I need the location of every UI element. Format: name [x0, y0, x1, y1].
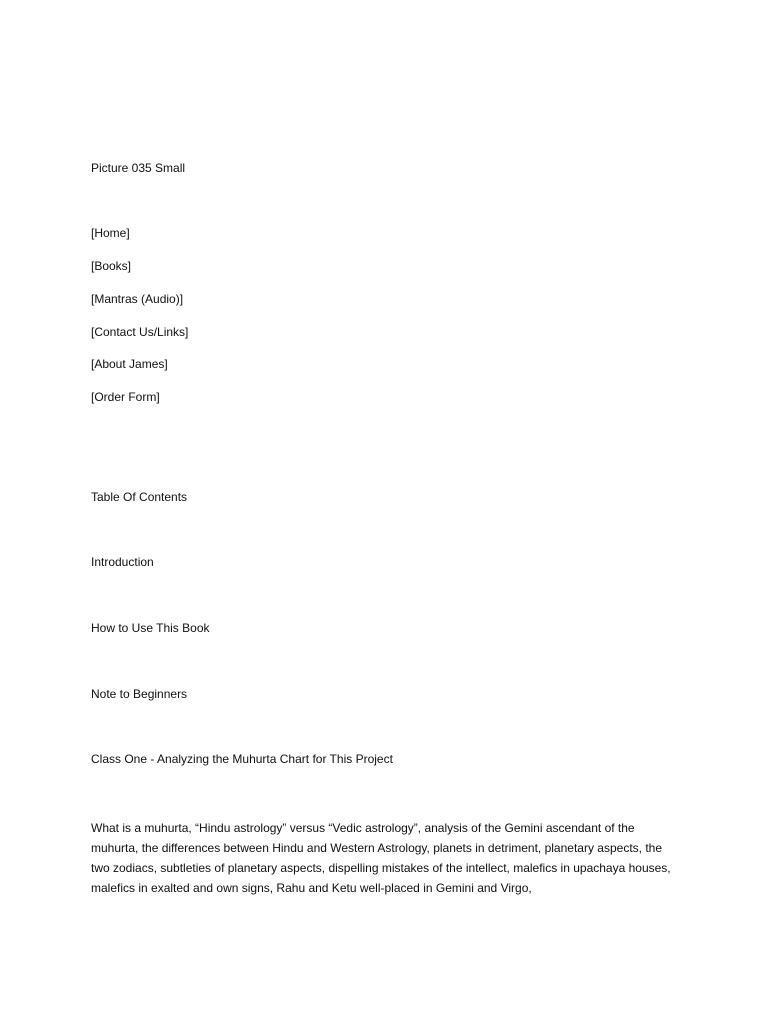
nav-link-about[interactable]: [About James] [91, 357, 168, 371]
nav-link-books[interactable]: [Books] [91, 259, 132, 273]
toc-item-how-to-use: How to Use This Book [91, 621, 210, 635]
nav-mantras-item [91, 291, 183, 307]
nav-about-item [91, 356, 168, 372]
toc-item-note-beginners: Note to Beginners [91, 687, 188, 701]
nav-contact-item [91, 324, 188, 340]
toc-item-class-one: Class One - Analyzing the Muhurta Chart for This Project [91, 752, 393, 766]
nav-home-item [91, 225, 130, 241]
nav-books-item [91, 258, 131, 274]
nav-link-home[interactable]: [Home] [91, 226, 130, 240]
image-caption: Picture 035 Small [91, 161, 186, 175]
class-one-summary: What is a muhurta, “Hindu astrology” versus “Vedic astrology”, analysis of the Gemini ascendant of the muhurta, the differences between Hindu and Western Astrology, planets in detriment, planetary aspects, the two zodiacs, subtleties of planetary aspects, dispelling mistakes of the intellect, malefics in upachaya houses, malefics in exalted and own signs, Rahu and Ketu well-placed in Gemini and Virgo, [91, 821, 671, 895]
toc-item-introduction: Introduction [91, 555, 154, 569]
nav-link-order[interactable]: [Order Form] [91, 390, 160, 404]
nav-order-item [91, 389, 160, 405]
nav-link-contact[interactable]: [Contact Us/Links] [91, 325, 189, 339]
toc-heading: Table Of Contents [91, 490, 188, 504]
nav-link-mantras[interactable]: [Mantras (Audio)] [91, 292, 184, 306]
